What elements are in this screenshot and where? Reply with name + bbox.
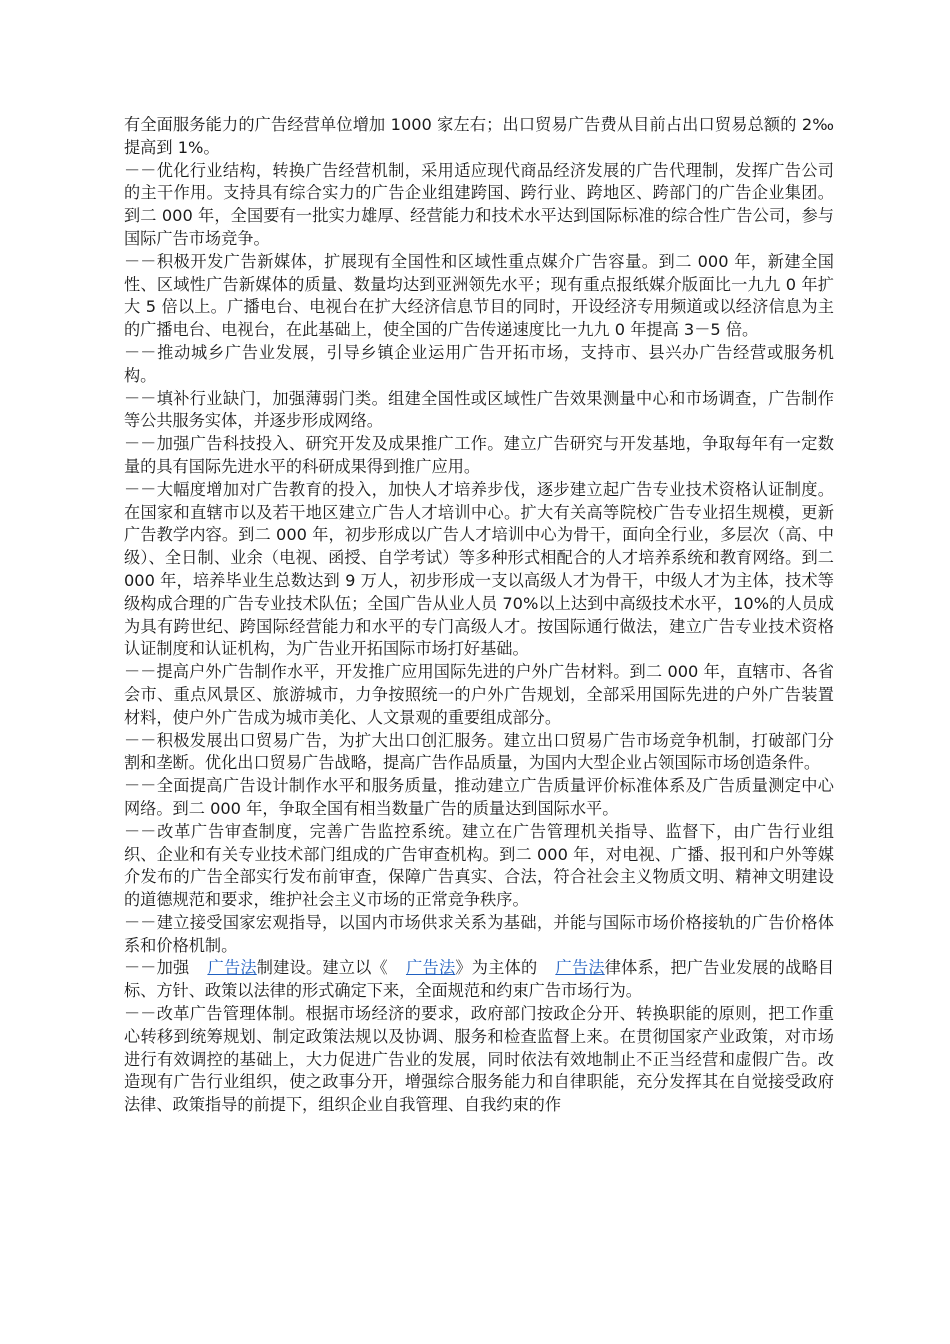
paragraph-export: －－积极发展出口贸易广告，为扩大出口创汇服务。建立出口贸易广告市场竞争机制，打破部门分割和垄断。优化出口贸易广告战略，提高广告作品质量，为国内大型企业占领国际市场创造条件。 [124,730,834,773]
paragraph-service-capacity: 有全面服务能力的广告经营单位增加 1000 家左右；出口贸易广告费从目前占出口贸易总额的 2‰提高到 1%。 [124,115,834,157]
paragraph-education: －－大幅度增加对广告教育的投入，加快人才培养步伐，逐步建立起广告专业技术资格认证制度。在国家和直辖市以及若干地区建立广告人才培训中心。扩大有关高等院校广告专业招生规模，更新广告教学内容。到二 000 年，初步形成以广告人才培训中心为骨干，面向全行业，多层次（高、中级）、全日制、业余（电视、函授、自学考试）等多种形式相配合的人才培养系统和教育网络。到二 000 年，培养毕业生总数达到 9 万人，初步形成一支以高级人才为骨干，中级人才为主体，技术等级构成合理的广告专业技术队伍；全国广告从业人员 70%以上达到中高级技术水平，10%的人员成为具有跨世纪、跨国际经营能力和水平的专门高级人才。按国际通行做法，建立广告专业技术资格认证制度和认证机构，为广告业开拓国际市场打好基础。 [124,479,834,659]
paragraph-technology: －－加强广告科技投入、研究开发及成果推广工作。建立广告研究与开发基地，争取每年有一定数量的具有国际先进水平的科研成果得到推广应用。 [124,434,834,476]
law-text-part4: 律体系，把广告业发展的战略目标、方针、政策以法律的形式确定下来，全面规范和约束广告市场行为。 [124,958,835,1001]
advertising-law-link-2[interactable]: 广告法 [405,958,456,978]
law-text-part3: 》为主体的 [455,958,538,978]
paragraph-management-reform: －－改革广告管理体制。根据市场经济的要求，政府部门按政企分开、转换职能的原则，把工作重心转移到统筹规划、制定政策法规以及协调、服务和检查监督上来。在贯彻国家产业政策，对市场进行有效调控的基础上，大力促进广告业的发展，同时依法有效地制止不正当经营和虚假广告。改造现有广告行业组织，使之政事分开，增强综合服务能力和自律职能，充分发挥其在自觉接受政府法律、政策指导的前提下，组织企业自我管理、自我约束的作 [124,1004,834,1115]
paragraph-industry-structure: －－优化行业结构，转换广告经营机制，采用适应现代商品经济发展的广告代理制，发挥广告公司的主干作用。支持具有综合实力的广告企业组建跨国、跨行业、跨地区、跨部门的广告企业集团。到二 000 年，全国要有一批实力雄厚、经营能力和技术水平达到国际标准的综合性广告公司，参与国际广告市场竞争。 [124,160,834,248]
paragraph-review: －－改革广告审查制度，完善广告监控系统。建立在广告管理机关指导、监督下，由广告行业组织、企业和有关专业技术部门组成的广告审查机构。到二 000 年，对电视、广播、报刊和户外等媒介发布的广告全部实行发布前审查，保障广告真实、合法，符合社会主义物质文明、精神文明建设的道德规范和要求，维护社会主义市场的正常竞争秩序。 [124,821,834,910]
paragraph-quality: －－全面提高广告设计制作水平和服务质量，推动建立广告质量评价标准体系及广告质量测定中心网络。到二 000 年，争取全国有相当数量广告的质量达到国际水平。 [124,776,834,818]
document-body [124,114,834,1117]
law-text-part1: －－加强 [124,958,190,978]
paragraph-pricing: －－建立接受国家宏观指导，以国内市场供求关系为基础，并能与国际市场价格接轨的广告价格体系和价格机制。 [124,912,834,955]
paragraph-new-media: －－积极开发广告新媒体，扩展现有全国性和区域性重点媒介广告容量。到二 000 年，新建全国性、区域性广告新媒体的质量、数量均达到亚洲领先水平；现有重点报纸媒介版面比一九九 0 年扩大 5 倍以上。广播电台、电视台在扩大经济信息节目的同时，开设经济专用频道或以经济信息为主的广播电台、电视台，在此基础上，使全国的广告传递速度比一九九 0 年提高 3－5 倍。 [124,251,834,340]
advertising-law-link-1[interactable]: 广告法 [207,958,257,978]
paragraph-urban-rural: －－推动城乡广告业发展，引导乡镇企业运用广告开拓市场，支持市、县兴办广告经营或服务机构。 [124,342,834,385]
paragraph-fill-gaps: －－填补行业缺门，加强薄弱门类。组建全国性或区域性广告效果测量中心和市场调查，广告制作等公共服务实体，并逐步形成网络。 [124,388,834,431]
law-text-part2: 制建设。建立以《 [256,958,388,978]
advertising-law-link-3[interactable]: 广告法 [555,958,605,978]
paragraph-outdoor: －－提高户外广告制作水平，开发推广应用国际先进的户外广告材料。到二 000 年，直辖市、各省会市、重点风景区、旅游城市，力争按照统一的户外广告规划，全部采用国际先进的户外广告装置材料，使户外广告成为城市美化、人文景观的重要组成部分。 [124,662,834,727]
paragraph-law [124,957,834,1003]
